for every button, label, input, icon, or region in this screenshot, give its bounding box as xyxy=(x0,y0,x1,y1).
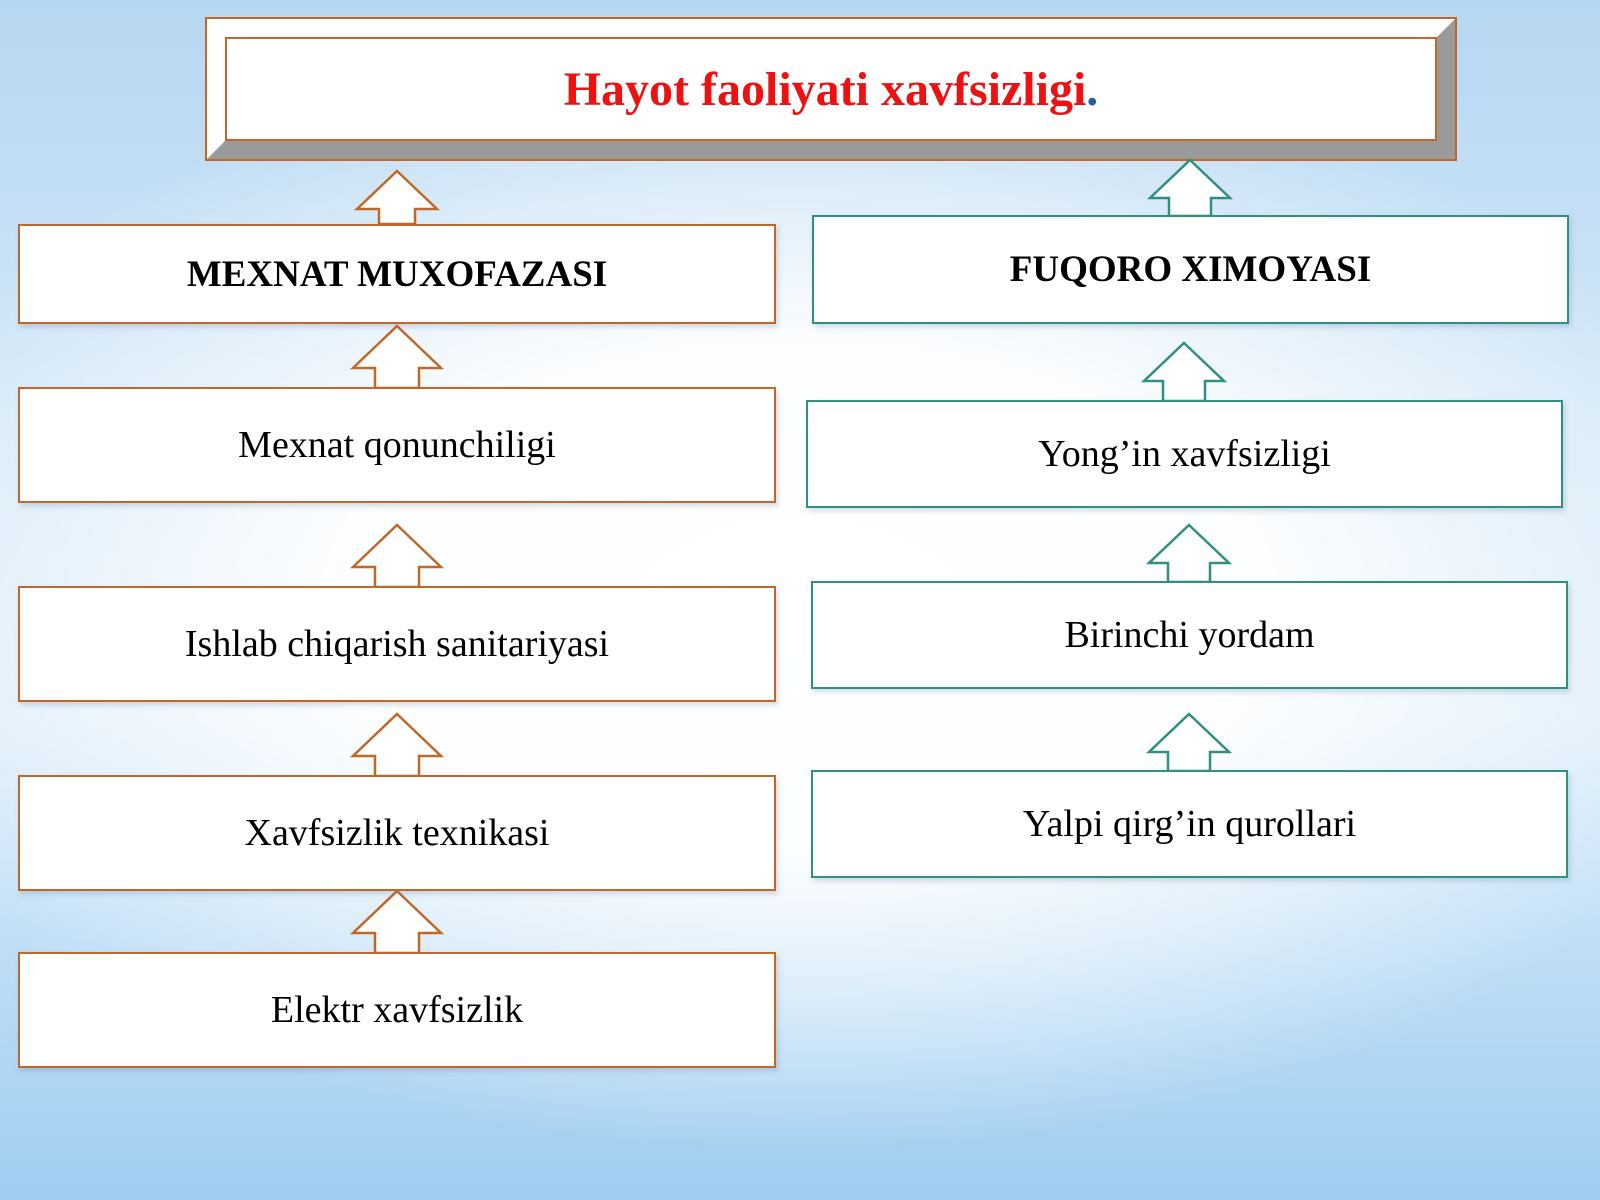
right-heading: FUQORO XIMOYASI xyxy=(1009,249,1372,290)
right-item-box xyxy=(811,581,1568,689)
up-arrow-icon xyxy=(357,171,437,224)
left-heading: MEXNAT MUXOFAZASI xyxy=(186,253,608,295)
right-item-label: Birinchi yordam xyxy=(1064,614,1315,656)
right-item-box xyxy=(811,770,1568,878)
left-item-box xyxy=(18,387,776,503)
left-heading-box xyxy=(18,224,776,324)
left-item-label: Ishlab chiqarish sanitariyasi xyxy=(184,623,610,665)
up-arrow-icon xyxy=(353,525,441,587)
left-item-label: Elektr xavfsizlik xyxy=(270,989,524,1031)
right-item-label: Yalpi qirg’in qurollari xyxy=(1022,803,1357,845)
up-arrow-icon xyxy=(1150,160,1230,216)
left-item-box xyxy=(18,775,776,891)
left-item-box xyxy=(18,586,776,702)
up-arrow-icon xyxy=(1149,714,1229,771)
up-arrow-icon xyxy=(1144,343,1224,401)
up-arrow-icon xyxy=(1149,525,1229,582)
left-item-label: Mexnat qonunchiligi xyxy=(238,424,556,466)
up-arrow-icon xyxy=(353,714,441,776)
title-dot: . xyxy=(1086,62,1099,116)
up-arrow-icon xyxy=(353,891,441,953)
left-item-label: Xavfsizlik texnikasi xyxy=(244,812,550,854)
right-heading-box xyxy=(812,215,1569,324)
diagram-title: Hayot faoliyati xavfsizligi xyxy=(563,62,1087,116)
up-arrow-icon xyxy=(353,326,441,388)
right-item-label: Yong’in xavfsizligi xyxy=(1038,433,1331,475)
left-item-box xyxy=(18,952,776,1068)
right-item-box xyxy=(806,400,1563,508)
